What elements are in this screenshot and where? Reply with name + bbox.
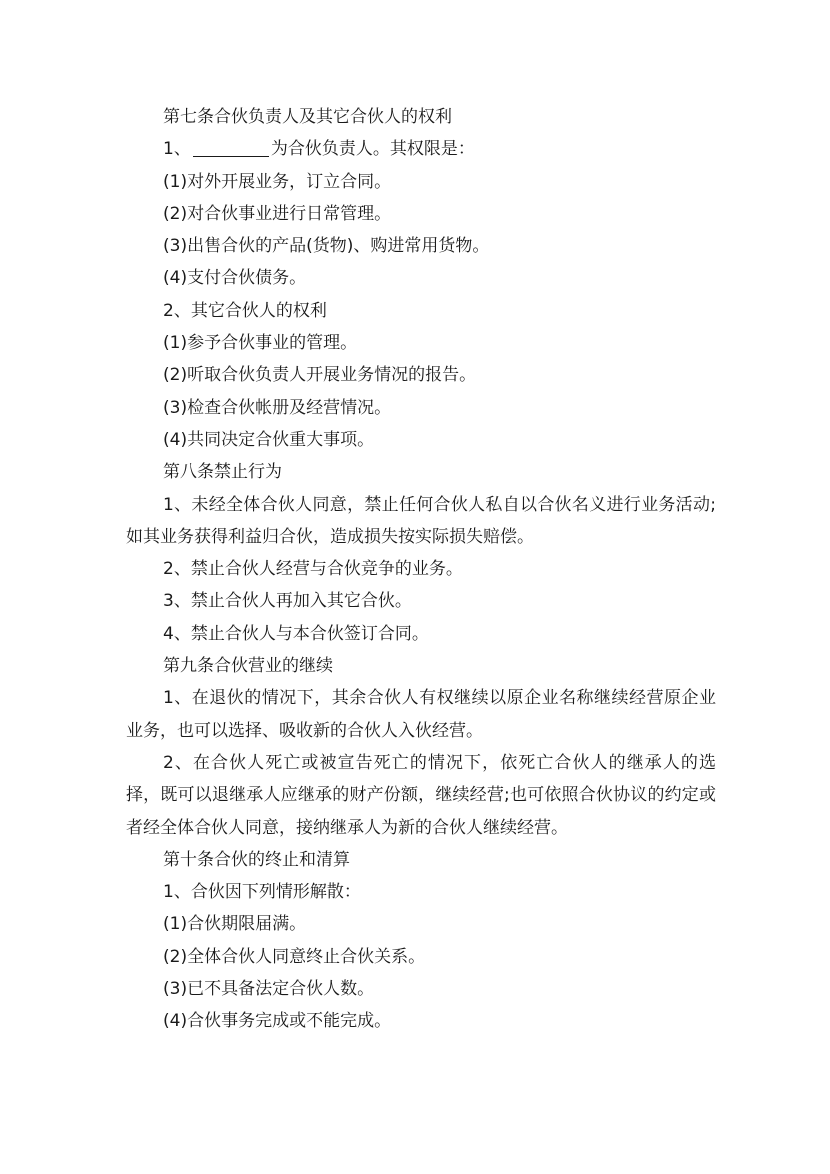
- clause-8-2: 2、禁止合伙人经营与合伙竞争的业务。: [163, 559, 463, 580]
- clause-9-1: 1、在退伙的情况下，其余合伙人有权继续以原企业名称继续经营原企业业务，也可以选择、吸收新的合伙人入伙经营。: [126, 688, 716, 741]
- clause-number: 1、: [163, 139, 191, 160]
- list-item: (2)全体合伙人同意终止合伙关系。: [163, 946, 426, 967]
- clause-text: 为合伙负责人。其权限是：: [270, 139, 475, 160]
- list-item: (2)对合伙事业进行日常管理。: [163, 203, 392, 224]
- list-item: (1)对外开展业务，订立合同。: [163, 171, 392, 192]
- list-item: (2)听取合伙负责人开展业务情况的报告。: [163, 365, 477, 386]
- list-item: (3)出售合伙的产品(货物)、购进常用货物。: [163, 236, 490, 257]
- article-9-heading: 第九条合伙营业的继续: [163, 656, 333, 677]
- article-7-heading: 第七条合伙负责人及其它合伙人的权利: [163, 107, 452, 127]
- list-item: (4)支付合伙债务。: [163, 268, 307, 289]
- clause-8-4: 4、禁止合伙人与本合伙签订合同。: [163, 623, 429, 644]
- fill-in-blank: [193, 139, 269, 157]
- clause-8-1: 1、未经全体合伙人同意，禁止任何合伙人私自以合伙名义进行业务活动;如其业务获得利益归合伙，造成损失按实际损失赔偿。: [126, 494, 716, 547]
- document-body: [126, 101, 716, 1038]
- list-item: (1)合伙期限届满。: [163, 914, 307, 935]
- list-item: (3)已不具备法定合伙人数。: [163, 979, 375, 1000]
- list-item: (3)检查合伙帐册及经营情况。: [163, 397, 392, 418]
- clause-8-3: 3、禁止合伙人再加入其它合伙。: [163, 591, 412, 612]
- list-item: (4)合伙事务完成或不能完成。: [163, 1011, 392, 1032]
- list-item: (1)参予合伙事业的管理。: [163, 333, 358, 354]
- clause-9-2: 2、在合伙人死亡或被宣告死亡的情况下，依死亡合伙人的继承人的选择，既可以退继承人应继承的财产份额，继续经营;也可依照合伙协议的约定或者经全体合伙人同意，接纳继承人为新的合伙人继续经营。: [126, 752, 716, 838]
- list-item: (4)共同决定合伙重大事项。: [163, 429, 375, 450]
- article-8-heading: 第八条禁止行为: [163, 462, 282, 483]
- clause-10-1: 1、合伙因下列情形解散：: [163, 882, 361, 903]
- clause-7-2: 2、其它合伙人的权利: [163, 300, 327, 321]
- clause-7-1: [126, 133, 716, 165]
- article-10-heading: 第十条合伙的终止和清算: [163, 849, 350, 870]
